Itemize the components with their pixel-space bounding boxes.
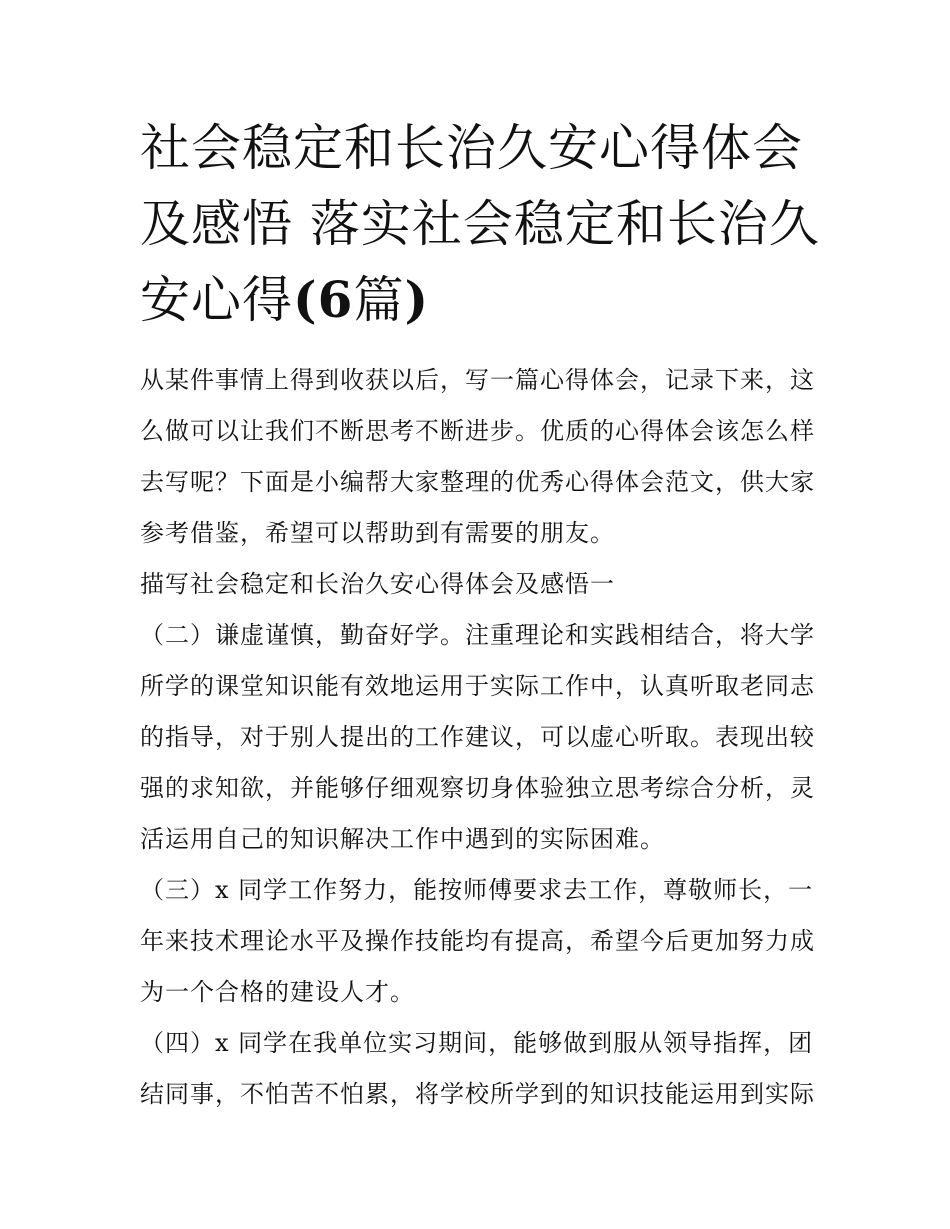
body-line: （二）谦虚谨慎，勤奋好学。注重理论和实践相结合，将大学 (140, 621, 815, 649)
title-line-3 (140, 262, 810, 338)
body-line: 参考借鉴，希望可以帮助到有需要的朋友。 (140, 519, 615, 547)
title-line-1: 社会稳定和长治久安心得体会 (140, 119, 803, 177)
body-line: 活运用自己的知识解决工作中遇到的实际困难。 (140, 825, 665, 853)
body-line: 么做可以让我们不断思考不断进步。优质的心得体会该怎么样 (140, 417, 815, 445)
section-heading: 描写社会稳定和长治久安心得体会及感悟一 (140, 570, 615, 598)
body-line: （四）x 同学在我单位实习期间，能够做到服从领导指挥，团 (140, 1029, 814, 1057)
title-line-3-close: ) (404, 270, 430, 329)
document-body (140, 355, 815, 1120)
body-line: 强的求知欲，并能够仔细观察切身体验独立思考综合分析，灵 (140, 774, 815, 802)
title-line-3-prefix: 安心得 (140, 271, 293, 329)
body-line: 所学的课堂知识能有效地运用于实际工作中，认真听取老同志 (140, 672, 815, 700)
body-line: （三）x 同学工作努力，能按师傅要求去工作，尊敬师长，一 (140, 876, 814, 904)
document-page (140, 110, 820, 1120)
title-line-3-count: (6 (293, 270, 354, 329)
body-line: 年来技术理论水平及操作技能均有提高，希望今后更加努力成 (140, 927, 815, 955)
body-line: 去写呢？下面是小编帮大家整理的优秀心得体会范文，供大家 (140, 468, 815, 496)
body-line: 为一个合格的建设人才。 (140, 978, 415, 1006)
body-line: 结同事，不怕苦不怕累，将学校所学到的知识技能运用到实际 (140, 1080, 815, 1108)
title-line-2: 及感悟 落实社会稳定和长治久 (140, 195, 820, 253)
document-title (140, 110, 820, 338)
body-line: 的指导，对于别人提出的工作建议，可以虚心听取。表现出较 (140, 723, 815, 751)
body-line: 从某件事情上得到收获以后，写一篇心得体会，记录下来，这 (140, 366, 815, 394)
title-line-3-unit: 篇 (353, 271, 405, 329)
